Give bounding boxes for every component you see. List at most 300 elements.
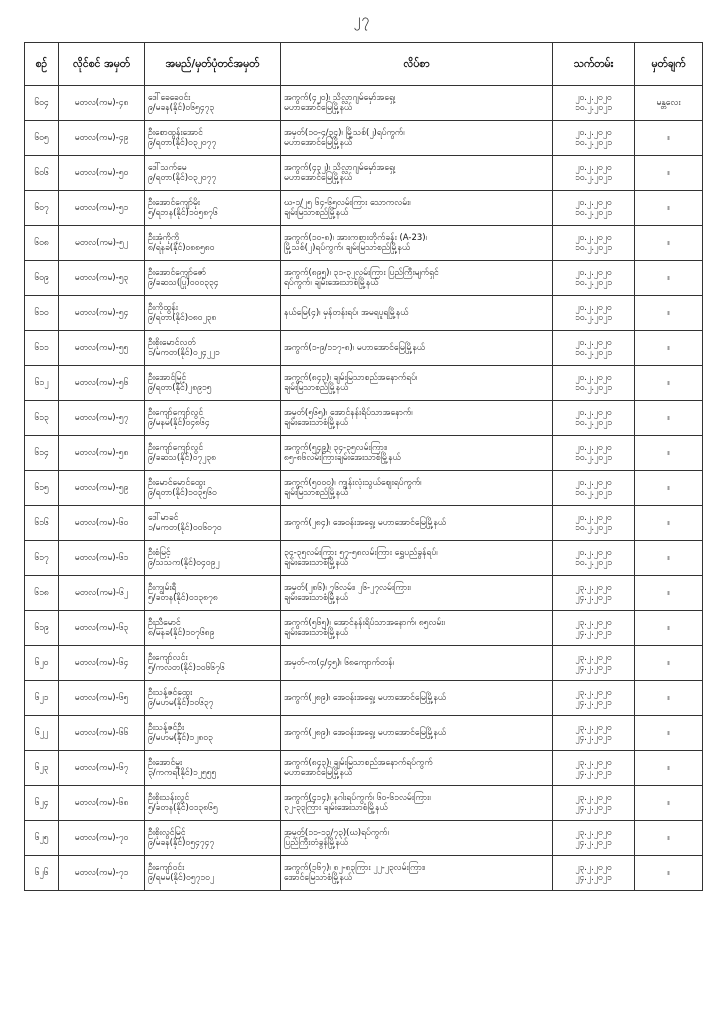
cell-license [59,611,145,646]
valid-from: ၂၀.၂.၂၀၂၀ [575,162,612,173]
license-number: မတလ(ကမ)-၆၆ [74,727,129,738]
address-line-2: ၈၅-၈၆လမ်းကြားချမ်းအေးသာစံမြို့နယ် [284,453,401,463]
address-line-1: အကွက်(၂၈၉)၊ အေဝန်းအရှေ့၊ မဟာအောင်မြေမြို့နယ် [284,692,447,703]
cell-validity [553,611,635,646]
cell-validity [553,856,635,891]
valid-to: ၁၀.၂.၂၀၂၁ [574,488,613,498]
cell-no [25,86,59,121]
cell-name [145,646,281,681]
row-number: ၆၀၆ [34,167,49,178]
cell-address [281,786,553,821]
col-header-date: သက်တမ်း [553,43,635,86]
valid-to: ၁၀.၂.၂၀၂၁ [574,243,613,253]
row-number: ၆၀၄ [34,97,49,108]
cell-license [59,366,145,401]
valid-to: ၂၄.၂.၂၀၂၁ [575,663,612,673]
valid-from: ၂၃.၂.၂၀၂၀ [575,862,612,873]
holder-name: ဦးအောင်မြင့် [148,372,187,383]
cell-address [281,121,553,156]
table-row [25,576,703,611]
cell-remark [635,261,703,296]
valid-from: ၂၀.၂.၂၀၂၀ [575,547,612,558]
cell-license [59,506,145,541]
valid-from: ၂၀.၂.၂၀၂၀ [575,127,612,138]
cell-name [145,576,281,611]
address-line-2: မြို့သစ်(၂)ရပ်ကွက်၊ ချမ်းမြသာစည်မြို့နယ် [284,243,411,253]
license-table [24,42,703,891]
col-header-remark: မှတ်ချက် [635,43,703,86]
cell-remark [635,646,703,681]
page-number: ၂၇ [353,12,371,28]
cell-address [281,296,553,331]
cell-no [25,436,59,471]
address-line-1: နယ်မြေ(၄)၊ မှန်တန်းရပ်၊ အမရပူရမြို့နယ် [284,307,409,318]
cell-address [281,716,553,751]
cell-address [281,821,553,856]
license-number: မတလ(ကမ)-၇၁ [74,867,129,878]
holder-name: ဒေါ်သက်မေ [148,162,187,173]
cell-license [59,296,145,331]
table-row [25,296,703,331]
col-header-license: လိုင်စင် အမှတ် [59,43,145,86]
address-line-1: အကွက်(၁၆၇)၊ ၈၂-၈၃ကြား ၂၂-၂၃လမ်းကြား၊ [284,862,426,873]
cell-no [25,506,59,541]
valid-to: ၂၄.၂.၂၀၂၁ [575,873,612,883]
holder-nrc: ၉/ခဆသ(နိုင်)၀၇၂၃၈ [148,453,216,463]
remark-text: ။ [667,762,670,773]
address-line-2: မဟာအောင်မြေမြို့နယ် [284,103,353,113]
remark-text: ။ [667,202,670,213]
license-number: မတလ(ကမ)-၆၁ [74,552,129,563]
table-row [25,86,703,121]
license-number: မတလ(ကမ)-၆၇ [74,762,129,773]
license-number: မတလ(ကမ)-၆၈ [74,797,129,808]
valid-to: ၁၀.၂.၂၀၂၁ [574,313,613,323]
row-number: ၆၁၈ [34,587,49,598]
cell-remark [635,611,703,646]
cell-remark [635,436,703,471]
valid-to: ၁၀.၂.၂၀၂၁ [574,523,613,533]
cell-remark [635,296,703,331]
holder-name: ဦးကိုထွန်း [148,302,178,313]
valid-to: ၁၀.၂.၂၀၂၁ [574,173,613,183]
table-row [25,716,703,751]
col-header-no: စဉ် [25,43,59,86]
address-line-2: ချမ်းအေးသာစံမြို့နယ် [284,418,349,428]
address-line-2: မဟာအောင်မြေမြို့နယ် [284,173,353,183]
cell-name [145,611,281,646]
table-row [25,611,703,646]
cell-license [59,471,145,506]
remark-text: ။ [667,482,670,493]
table-row [25,471,703,506]
row-number: ၆၂၅ [34,832,49,843]
address-line-2: ချမ်းမြသာစည်မြို့နယ် [284,208,349,218]
cell-license [59,646,145,681]
cell-license [59,541,145,576]
cell-license [59,856,145,891]
cell-license [59,86,145,121]
cell-validity [553,121,635,156]
remark-text: ။ [667,797,670,808]
holder-nrc: ၉/မဟမ(နိုင်)၁၂၈၀၃ [148,733,213,743]
valid-from: ၂၀.၂.၂၀၂၀ [575,232,612,243]
cell-name [145,156,281,191]
header-row [25,43,703,86]
holder-name: ဦးစိုးမောင်လတ် [148,337,196,348]
cell-name [145,856,281,891]
row-number: ၆၀၉ [34,272,49,283]
valid-to: ၁၀.၂.၂၀၂၁ [574,208,613,218]
row-number: ၆၂၀ [34,657,49,668]
cell-address [281,261,553,296]
cell-license [59,786,145,821]
cell-validity [553,331,635,366]
cell-license [59,226,145,261]
row-number: ၆၂၂ [34,727,49,738]
remark-text: ။ [667,552,670,563]
address-line-1: အကွက်(၄၁၄)၊ နဂါးရပ်ကွက်၊ ၆၀-၆၁လမ်းကြား၊ [284,792,431,803]
row-number: ၆၁၁ [34,342,49,353]
address-line-1: အကွက်(၈၄၃)၊ ချမ်းမြသာစည်အနောက်ရပ်၊ [284,372,418,383]
row-number: ၆၁၄ [34,447,49,458]
table-row [25,401,703,436]
remark-text: ။ [667,587,670,598]
remark-text: ။ [667,342,670,353]
cell-no [25,366,59,401]
address-line-1: အမှတ်(၁၀-၄/၃၄)၊ မြို့သစ်(၂)ရပ်ကွက်၊ [284,127,405,138]
license-number: မတလ(ကမ)-၆၅ [74,692,129,703]
cell-validity [553,471,635,506]
address-line-1: အကွက်(၄၃၂)၊ သိလ္လာဂျမ်မှော်အရှေ့၊ [284,162,396,173]
remark-text: ။ [667,272,670,283]
cell-name [145,226,281,261]
license-number: မတလ(ကမ)-၅၈ [74,447,129,458]
table-row [25,191,703,226]
holder-nrc: ၈/မနခ(နိုင်)၁၀၇၆၈၉ [148,628,215,638]
cell-name [145,471,281,506]
row-number: ၆၀၅ [34,132,49,143]
table-row [25,156,703,191]
cell-remark [635,226,703,261]
cell-name [145,331,281,366]
holder-name: ဦးစောထွန်းအောင် [148,127,203,138]
valid-from: ၂၀.၂.၂၀၂၀ [575,407,612,418]
address-line-2: ပြည်ကြီးတံခွန်မြို့နယ် [284,838,349,848]
cell-no [25,296,59,331]
holder-name: ဒေါ်ခေခေဝင်း [148,92,191,103]
remark-text: ။ [667,167,670,178]
holder-nrc: ၅/ခတန(နိုင်)၀၁၃၈၆၅ [148,803,218,813]
col-header-name: အမည်/မှတ်ပုံတင်အမှတ် [145,43,281,86]
cell-address [281,576,553,611]
remark-text: ။ [667,377,670,388]
valid-to: ၁၀.၂.၂၀၂၁ [574,138,613,148]
cell-license [59,436,145,471]
holder-nrc: ၅/ရဘန(နိုင်)၁၀၅၈၇၆ [148,208,218,218]
valid-to: ၂၄.၂.၂၀၂၁ [575,838,612,848]
cell-no [25,331,59,366]
cell-address [281,611,553,646]
cell-license [59,576,145,611]
row-number: ၆၀၈ [34,237,49,248]
remark-text: ။ [667,622,670,633]
table-row [25,821,703,856]
col-header-address: လိပ်စာ [281,43,553,86]
holder-name: ဦးစံမြင့် [148,547,171,558]
holder-name: ဦးကျွမ်းရီ [148,582,177,593]
cell-no [25,191,59,226]
holder-name: ဦးကျော်လင်း [148,652,188,663]
holder-name: ဦးမောင်မောင်ထွေး [148,477,206,488]
cell-validity [553,261,635,296]
address-line-2: ချမ်းမြသာစည်မြို့နယ် [284,383,349,393]
cell-license [59,401,145,436]
cell-no [25,821,59,856]
license-number: မတလ(ကမ)-၅၅ [74,342,129,353]
cell-validity [553,86,635,121]
cell-name [145,506,281,541]
cell-license [59,331,145,366]
cell-remark [635,576,703,611]
holder-name: ဦးစိုးလွင်မြင့် [148,827,186,838]
cell-name [145,401,281,436]
cell-address [281,331,553,366]
cell-license [59,681,145,716]
cell-validity [553,541,635,576]
row-number: ၆၀၇ [34,202,49,213]
cell-name [145,786,281,821]
address-line-2: ချမ်းအေးသာစံမြို့နယ် [284,628,349,638]
holder-nrc: ၅/ကလတ(နိုင်)၁၀၆၆၇၆ [148,663,225,673]
cell-remark [635,716,703,751]
license-number: မတလ(ကမ)-၅၆ [74,377,129,388]
table-row [25,751,703,786]
cell-address [281,156,553,191]
license-number: မတလ(ကမ)-၅၄ [74,307,129,318]
cell-no [25,646,59,681]
cell-no [25,156,59,191]
cell-validity [553,681,635,716]
cell-address [281,751,553,786]
table-row [25,261,703,296]
valid-to: ၂၄.၂.၂၀၂၁ [575,628,612,638]
valid-to: ၁၀.၂.၂၀၂၁ [574,383,613,393]
holder-name: ဦးကျော်ဝင်း [148,862,185,873]
address-line-2: ချမ်းမြသာစည်မြို့နယ် [284,488,349,498]
row-number: ၆၁၂ [34,377,49,388]
cell-validity [553,156,635,191]
cell-remark [635,366,703,401]
holder-name: ဦးကျော်ကျော်လွင် [148,407,204,418]
holder-name: ဦးအောင်မှူး [148,757,183,768]
valid-to: ၁၀.၂.၂၀၂၁ [574,278,613,288]
address-line-1: အကွက်(၂၈၉)၊ အေဝန်းအရှေ့၊ မဟာအောင်မြေမြို့နယ် [284,727,447,738]
row-number: ၆၁၀ [34,307,49,318]
valid-from: ၂၀.၂.၂၀၂၀ [575,442,612,453]
cell-remark [635,541,703,576]
address-line-1: အကွက်(၅၄၉)၊ ၃၄-၃၅လမ်းကြား၊ [284,442,388,453]
address-line-1: ၃၄-၃၅လမ်းကြား ၅၇-၅၈လမ်းကြား ရွှေပည်ခွန်ရပ်၊ [284,547,438,558]
cell-remark [635,156,703,191]
remark-text: ။ [667,832,670,843]
cell-validity [553,786,635,821]
table-row [25,121,703,156]
valid-from: ၂၃.၂.၂၀၂၀ [575,582,612,593]
cell-validity [553,646,635,681]
cell-name [145,366,281,401]
table-row [25,331,703,366]
row-number: ၆၂၆ [34,867,49,878]
cell-name [145,296,281,331]
row-number: ၆၁၃ [34,412,49,423]
cell-remark [635,331,703,366]
cell-address [281,436,553,471]
cell-name [145,716,281,751]
cell-remark [635,821,703,856]
address-line-1: ဃ-၁/၂၅ ၆၄-၆၅လမ်းကြား သောကလမ်း၊ [284,197,411,208]
holder-nrc: ၉/ရတာ(နိုင်)၁၀၃၅၆၀ [148,488,217,498]
holder-name: ဦးသန့်ဇင်ဦး [148,722,185,733]
license-number: မတလ(ကမ)-၆၄ [74,657,129,668]
cell-no [25,471,59,506]
cell-remark [635,681,703,716]
valid-to: ၂၄.၂.၂၀၂၁ [575,733,612,743]
cell-no [25,401,59,436]
address-line-2: ၃၂-၃၃ကြား ချမ်းအေးသာစံမြို့နယ် [284,803,388,813]
remark-text: ။ [667,447,670,458]
cell-remark [635,786,703,821]
holder-nrc: ၉/မခန(နိုင်)၀၆၅၄၇၃ [148,103,215,113]
table-body [25,86,703,891]
license-number: မတလ(ကမ)-၆၂ [75,587,128,598]
valid-to: ၂၄.၂.၂၀၂၁ [575,803,612,813]
valid-to: ၁၀.၂.၂၀၂၁ [574,418,613,428]
license-number: မတလ(ကမ)-၅၉ [74,482,129,493]
holder-nrc: ၃/ကကရ(နိုင်)၁၂၅၅၅ [148,768,217,778]
valid-from: ၂၀.၂.၂၀၂၀ [575,267,612,278]
table-row [25,541,703,576]
cell-address [281,191,553,226]
cell-remark [635,471,703,506]
address-line-2: ရပ်ကွက်၊ ချမ်းအေးသာစံမြို့နယ် [284,278,379,288]
holder-nrc: ၉/ရတာ(နိုင်)၀၈၀၂၃၈ [148,313,217,323]
holder-name: ဦးအောင်ကျော်မိုး [148,197,200,208]
valid-to: ၂၄.၂.၂၀၂၁ [575,593,612,603]
cell-remark [635,401,703,436]
holder-nrc: ၉/ရတာ(နိုင်)၀၃၂၀၇၇ [148,138,217,148]
table-row [25,436,703,471]
cell-no [25,681,59,716]
holder-nrc: ၉/မနမ(နိုင်)၀၄၈၆၄ [148,418,210,428]
remark-text: ။ [667,657,670,668]
cell-remark [635,191,703,226]
table-row [25,366,703,401]
cell-name [145,86,281,121]
valid-to: ၁၀.၂.၂၀၂၁ [574,558,613,568]
cell-remark [635,856,703,891]
valid-from: ၂၃.၂.၂၀၂၀ [575,687,612,698]
cell-no [25,541,59,576]
address-line-2: ချမ်းအေးသာစံမြို့နယ် [284,558,349,568]
valid-from: ၂၀.၂.၂၀၂၀ [575,92,612,103]
cell-name [145,541,281,576]
cell-address [281,856,553,891]
cell-validity [553,751,635,786]
cell-validity [553,401,635,436]
holder-nrc: ၅/ခတန(နိုင်)၀၁၃၈၇၈ [148,593,218,603]
valid-to: ၁၀.၂.၂၀၂၁ [574,103,613,113]
holder-name: ဦးသန့်ဇင်ထွေး [148,687,193,698]
row-number: ၆၁၆ [34,517,49,528]
remark-text: ။ [667,237,670,248]
license-number: မတလ(ကမ)-၄၉ [74,132,129,143]
address-line-2: မဟာအောင်မြေမြို့နယ် [284,138,353,148]
cell-address [281,541,553,576]
license-number: မတလ(ကမ)-၅၀ [74,167,129,178]
row-number: ၆၁၅ [34,482,49,493]
cell-validity [553,226,635,261]
license-number: မတလ(ကမ)-၆၀ [74,517,129,528]
remark-text: မန္တလေး [656,97,681,108]
address-line-1: အကွက်(၄၂၀)၊ သိလ္လာဂျမ်မှော်အရှေ့၊ [284,92,396,103]
valid-from: ၂၀.၂.၂၀၂၀ [575,372,612,383]
cell-name [145,681,281,716]
holder-nrc: ၉/ရမမ(နိုင်)၀၅၇၁၀၂ [148,873,215,883]
holder-name: ဦးကျော်ကျော်လွင် [148,442,204,453]
address-line-1: အမှတ်(၁၁-၁၃/၇၃)(ဃ)ရပ်ကွက်၊ [284,827,389,838]
valid-from: ၂၀.၂.၂၀၂၀ [575,337,612,348]
holder-nrc: ၉/ရတာ(နိုင်)၂၈၉၁၅ [148,383,212,393]
holder-nrc: ၉/ခဆသ(ပြု)၀၀၀၃၃၄ [148,278,219,288]
cell-remark [635,751,703,786]
cell-name [145,261,281,296]
valid-from: ၂၃.၂.၂၀၂၀ [575,792,612,803]
cell-validity [553,436,635,471]
cell-address [281,506,553,541]
valid-to: ၁၀.၂.၂၀၂၁ [574,453,613,463]
valid-to: ၁၀.၂.၂၀၂၁ [574,348,613,358]
cell-license [59,751,145,786]
cell-license [59,121,145,156]
address-line-1: အကွက်(၁-၉/၁၁၇-၈)၊ မဟာအောင်မြေမြို့နယ် [284,342,426,353]
valid-from: ၂၃.၂.၂၀၂၀ [575,827,612,838]
valid-from: ၂၃.၂.၂၀၂၀ [575,757,612,768]
address-line-1: အမှတ်-က(၄/၄၅)၊ ၆၈ကျောက်တန်၊ [284,657,394,668]
cell-no [25,576,59,611]
license-number: မတလ(ကမ)-၅၇ [74,412,129,423]
cell-name [145,821,281,856]
remark-text: ။ [667,307,670,318]
address-line-2: မဟာအောင်မြေမြို့နယ် [284,768,353,778]
address-line-1: အကွက်(၈၉၅)၊ ၃၁-၃၂လမ်းကြား ပြည်ကြီးမျက်ရှင် [284,267,439,278]
cell-no [25,261,59,296]
cell-no [25,856,59,891]
valid-from: ၂၀.၂.၂၀၂၀ [575,477,612,488]
cell-name [145,121,281,156]
cell-name [145,751,281,786]
remark-text: ။ [667,727,670,738]
table-row [25,856,703,891]
cell-validity [553,296,635,331]
cell-address [281,646,553,681]
address-line-1: အမှတ်(၅၆၅)၊ အောင်နန်းရိပ်သာအနောက်၊ [284,407,413,418]
row-number: ၆၂၃ [34,762,49,773]
license-number: မတလ(ကမ)-၇၀ [74,832,129,843]
cell-license [59,261,145,296]
cell-no [25,716,59,751]
holder-nrc: ၉/သသက(နိုင်)၀၄၀၉၂ [148,558,220,568]
